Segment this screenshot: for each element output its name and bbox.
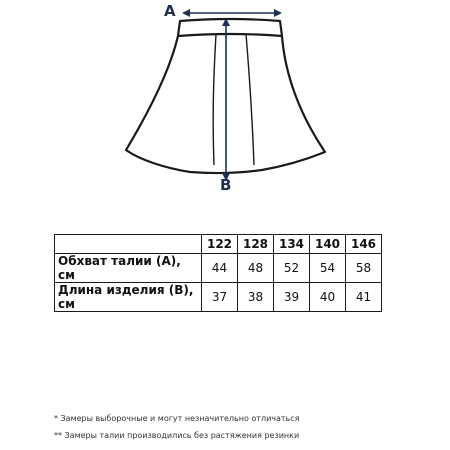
- row-label: Обхват талии (A), см: [55, 254, 202, 283]
- table-cell: 38: [238, 283, 274, 312]
- size-table: [54, 234, 382, 312]
- table-cell: 40: [310, 283, 346, 312]
- table-cell: 52: [274, 254, 310, 283]
- table-cell: 58: [346, 254, 382, 283]
- table-header-row: [55, 235, 382, 254]
- table-header-cell: 146: [346, 235, 382, 254]
- label-b: B: [220, 176, 232, 194]
- table-cell: 41: [346, 283, 382, 312]
- table-header-cell: [55, 235, 202, 254]
- footnote-waist: ** Замеры талии производились без растяжения резинки: [54, 431, 300, 440]
- table-cell: 44: [202, 254, 238, 283]
- table-header-cell: 122: [202, 235, 238, 254]
- skirt-pleats: [213, 34, 254, 165]
- table-row: [55, 283, 382, 312]
- table-row: [55, 254, 382, 283]
- footnote-measurements: * Замеры выборочные и могут незначительно отличаться: [54, 414, 300, 423]
- table-cell: 48: [238, 254, 274, 283]
- table-cell: 37: [202, 283, 238, 312]
- table-header-cell: 140: [310, 235, 346, 254]
- row-label: Длина изделия (B), см: [55, 283, 202, 312]
- table-header-cell: 128: [238, 235, 274, 254]
- table-cell: 54: [310, 254, 346, 283]
- table-cell: 39: [274, 283, 310, 312]
- table-header-cell: 134: [274, 235, 310, 254]
- label-a: A: [164, 2, 176, 20]
